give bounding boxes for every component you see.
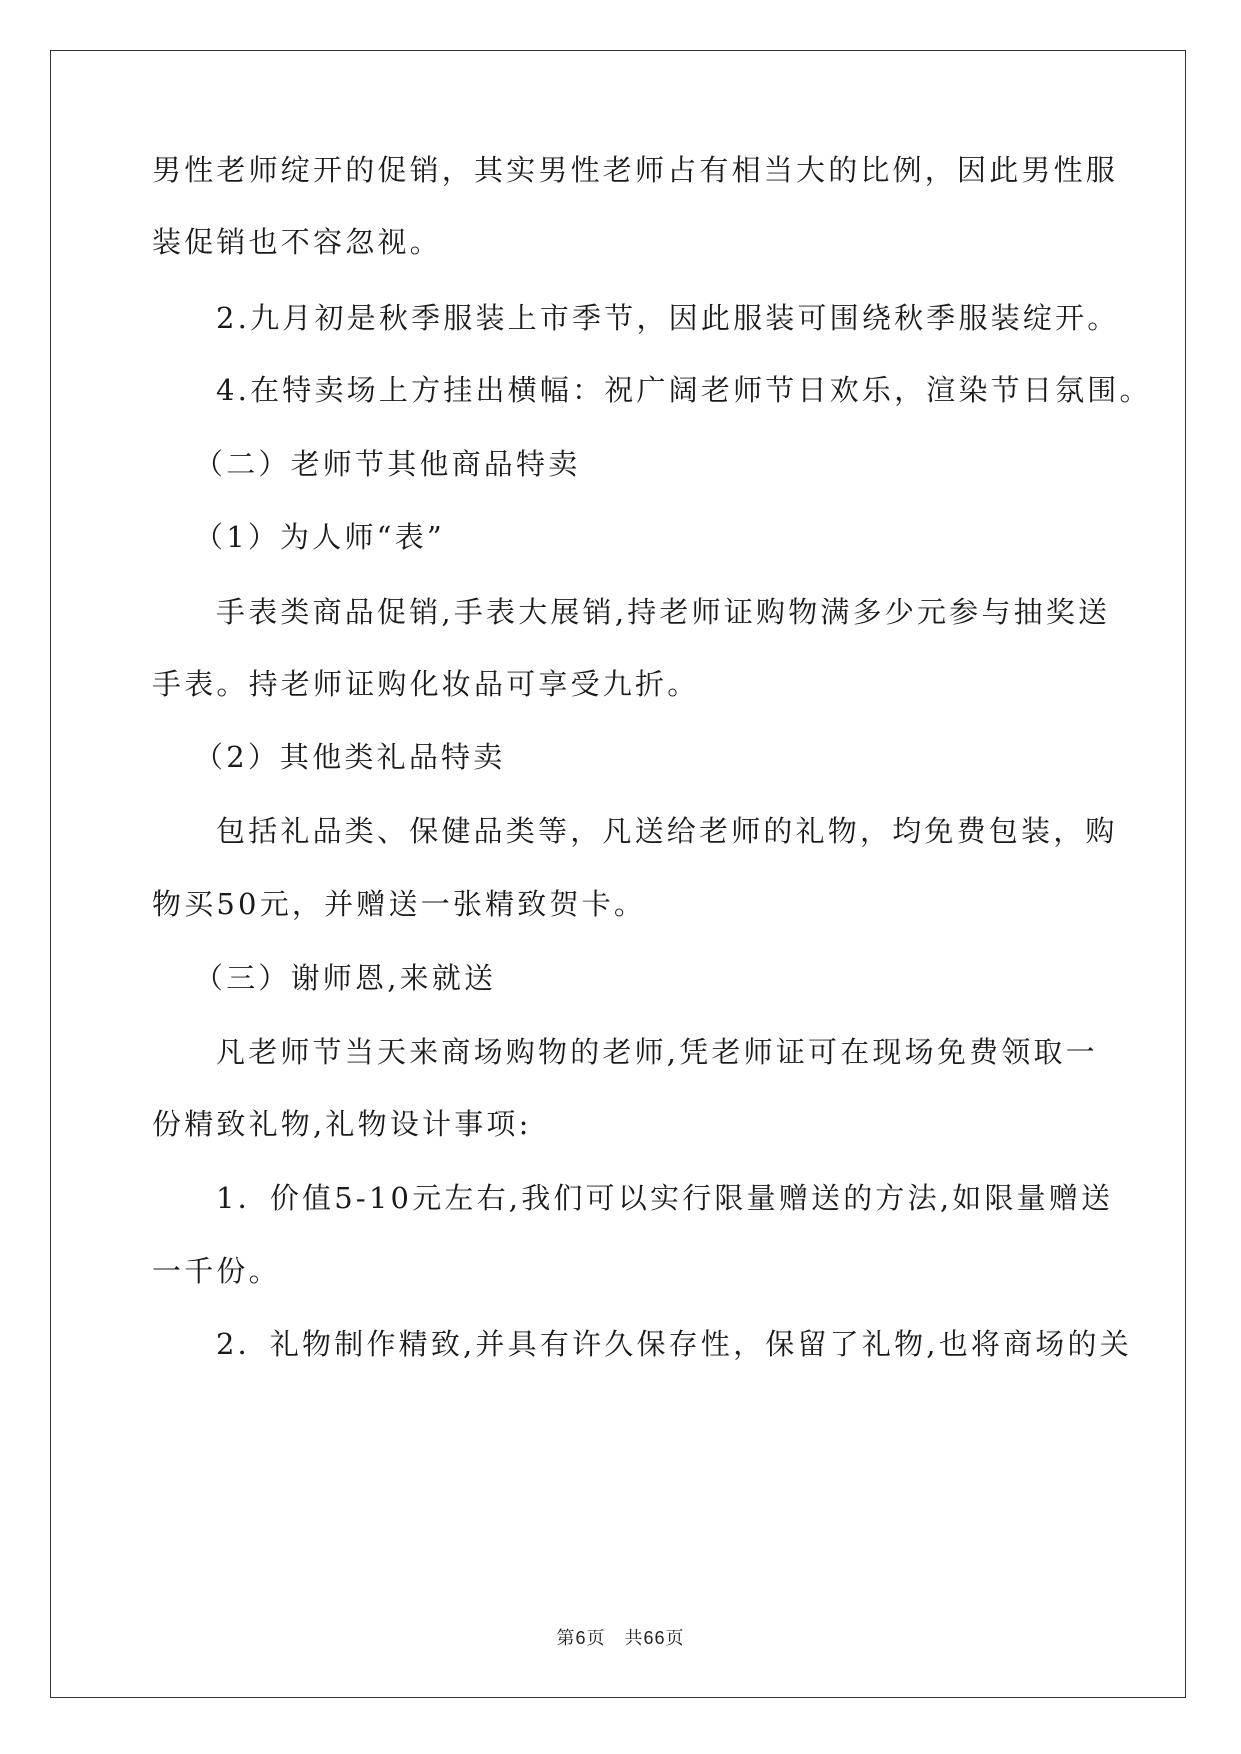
subsection-heading: （2）其他类礼品特卖	[194, 740, 506, 774]
paragraph-line: 凡老师节当天来商场购物的老师,凭老师证可在现场免费领取一	[216, 1035, 1098, 1069]
list-item: 2．礼物制作精致,并具有许久保存性，保留了礼物,也将商场的关	[216, 1327, 1132, 1361]
paragraph-line: 手表。持老师证购化妆品可享受九折。	[152, 667, 700, 701]
paragraph-line: 份精致礼物,礼物设计事项:	[152, 1107, 532, 1141]
section-heading: （二）老师节其他商品特卖	[194, 447, 581, 481]
paragraph-line: 物买50元，并赠送一张精致贺卡。	[152, 887, 647, 921]
paragraph-line: 男性老师绽开的促销，其实男性老师占有相当大的比例，因此男性服	[152, 153, 1119, 187]
paragraph-line: 手表类商品促销,手表大展销,持老师证购物满多少元参与抽奖送	[216, 595, 1111, 629]
list-item: 2.九月初是秋季服装上市季节，因此服装可围绕秋季服装绽开。	[216, 301, 1120, 335]
paragraph-line: 一千份。	[152, 1254, 281, 1288]
subsection-heading: （1）为人师“表”	[194, 520, 445, 554]
page-number-footer: 第6页 共66页	[556, 1628, 685, 1648]
paragraph-line: 装促销也不容忽视。	[152, 225, 442, 259]
list-item: 1．价值5-10元左右,我们可以实行限量赠送的方法,如限量赠送	[216, 1181, 1114, 1215]
paragraph-line: 包括礼品类、保健品类等，凡送给老师的礼物，均免费包装，购	[216, 814, 1118, 848]
list-item: 4.在特卖场上方挂出横幅：祝广阔老师节日欢乐，渲染节日氛围。	[216, 373, 1152, 407]
section-heading: （三）谢师恩,来就送	[194, 961, 497, 995]
